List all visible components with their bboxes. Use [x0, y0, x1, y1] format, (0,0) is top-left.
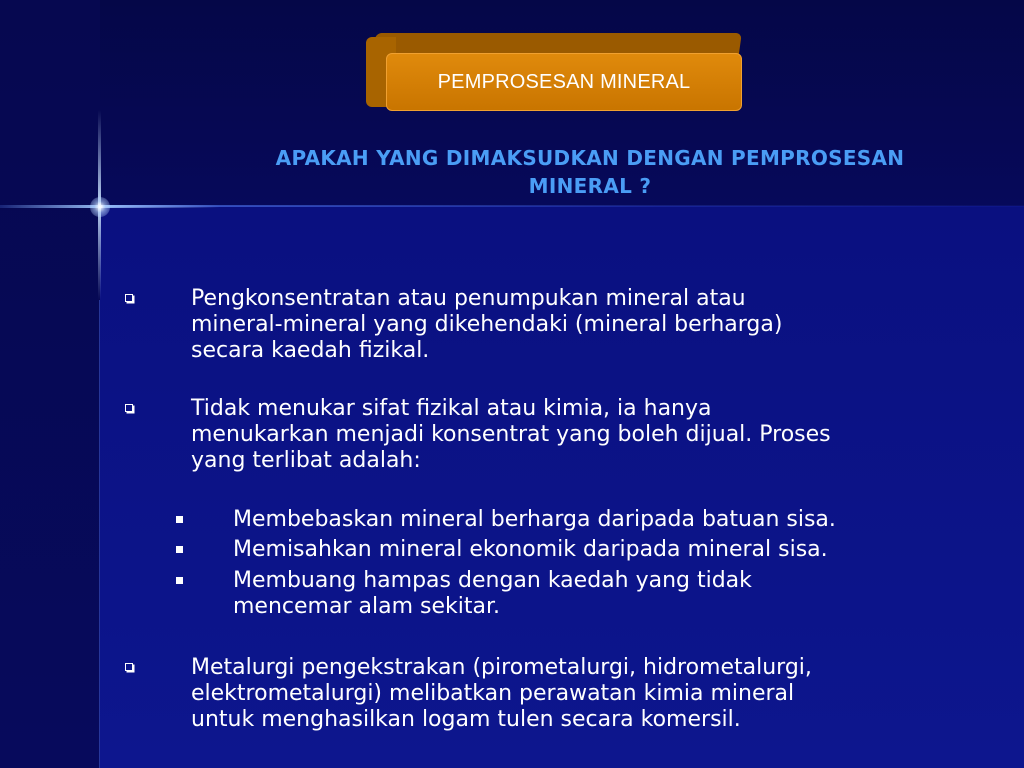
list-item-line: Tidak menukar sifat fizikal atau kimia, ia hanya	[191, 396, 712, 421]
list-item-line: mineral-mineral yang dikehendaki (mineral berharga)	[191, 312, 783, 337]
subtitle-line-2: MINERAL ?	[528, 174, 652, 198]
list-item-line: Metalurgi pengekstrakan (pirometalurgi, hidrometalurgi,	[191, 655, 812, 680]
page-title: PEMPROSESAN MINERAL	[437, 70, 691, 93]
list-item	[191, 396, 831, 474]
sub-list-item-line: Membebaskan mineral berharga daripada batuan sisa.	[233, 507, 836, 532]
list-item	[191, 286, 782, 364]
list-item-line: yang terlibat adalah:	[191, 448, 421, 473]
sub-list-item	[233, 507, 836, 533]
list-item-line: untuk menghasilkan logam tulen secara komersil.	[191, 707, 741, 732]
list-item-line: elektrometalurgi) melibatkan perawatan kimia mineral	[191, 681, 795, 706]
bullet-filled-icon	[176, 577, 183, 584]
sub-list-item-line: Memisahkan mineral ekonomik daripada mineral sisa.	[233, 537, 828, 562]
list-item	[191, 655, 812, 733]
sub-list-item	[233, 537, 828, 563]
bullet-square-icon	[125, 404, 133, 412]
bullet-square-icon	[125, 294, 133, 302]
list-item-line: menukarkan menjadi konsentrat yang boleh dijual. Proses	[191, 422, 831, 447]
list-item-line: Pengkonsentratan atau penumpukan mineral atau	[191, 286, 746, 311]
list-item-line: secara kaedah fizikal.	[191, 338, 430, 363]
bullet-square-icon	[125, 663, 133, 671]
sub-list-item-line: Membuang hampas dengan kaedah yang tidak	[233, 568, 752, 593]
sub-list-item	[233, 568, 752, 620]
subtitle-line-1: APAKAH YANG DIMAKSUDKAN DENGAN PEMPROSESAN	[275, 146, 905, 170]
sub-list-item-line: mencemar alam sekitar.	[233, 594, 500, 619]
bullet-filled-icon	[176, 546, 183, 553]
bullet-filled-icon	[176, 516, 183, 523]
